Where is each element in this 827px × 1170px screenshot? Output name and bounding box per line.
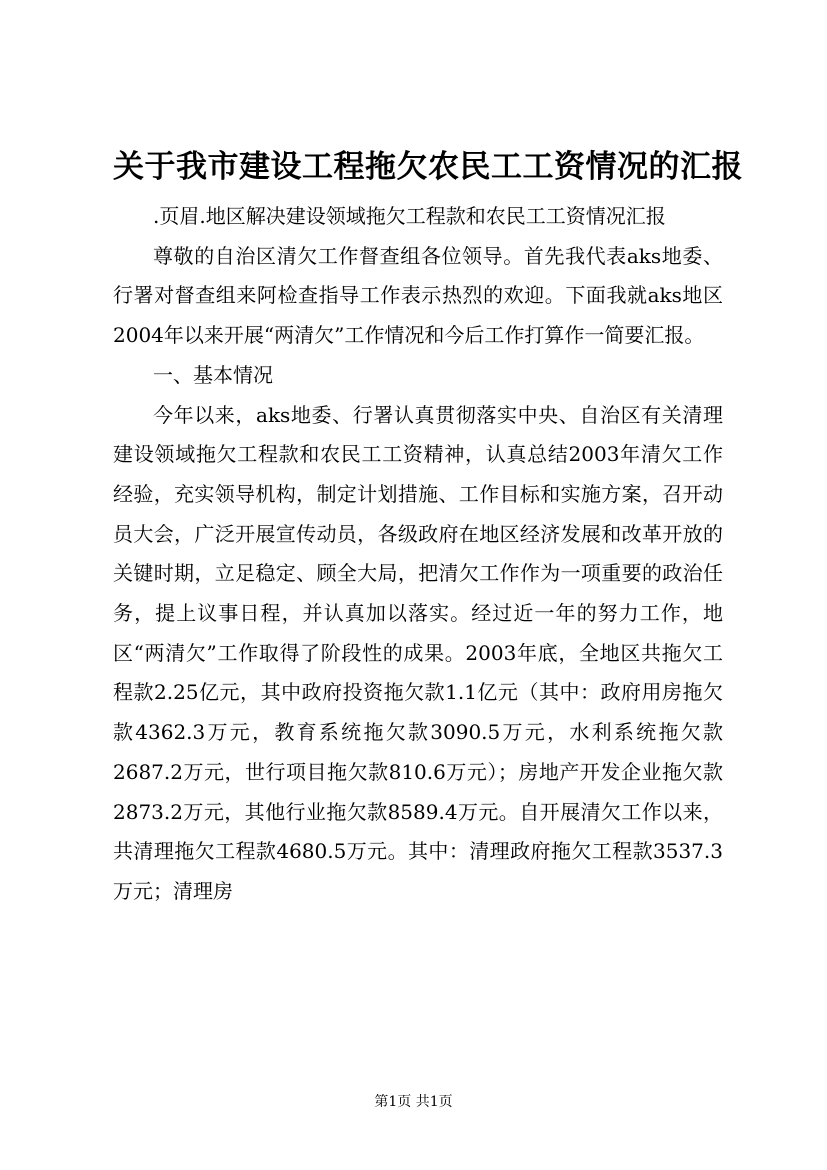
page-footer: 第1页 共1页 [374,1094,453,1110]
section-heading: 一、基本情况 [153,362,273,387]
document-title: 关于我市建设工程拖欠农民工工资情况的汇报 [113,149,743,185]
intro-paragraph: 尊敬的自治区清欠工作督查组各位领导。首先我代表aks地委、行署对督查组来阿检查指导工作表示热烈的欢迎。下面我就aks地区2004年以来开展“两清欠”工作情况和今后工作打算作一简要汇报。 [113,243,723,348]
subtitle-paragraph: .页眉.地区解决建设领域拖欠工程款和农民工工资情况汇报 [153,204,666,228]
basic-situation-paragraph: 今年以来，aks地委、行署认真贯彻落实中央、自治区有关清理建设领域拖欠工程款和农民工工资精神，认真总结2003年清欠工作经验，充实领导机构，制定计划措施、工作目标和实施方案，召开动员大会，广泛开展宣传动员，各级政府在地区经济发展和改革开放的关键时期，立足稳定、顾全大局，把清欠工作作为一项重要的政治任务，提上议事日程，并认真加以落实。经过近一年的努力工作，地区“两清欠”工作取得了阶段性的成果。2003年底，全地区共拖欠工程款2.25亿元，其中政府投资拖欠款1.1亿元（其中：政府用房拖欠款4362.3万元，教育系统拖欠款3090.5万元，水利系统拖欠款2687.2万元，世行项目拖欠款810.6万元）；房地产开发企业拖欠款2873.2万元，其他行业拖欠款8589.4万元。自开展清欠工作以来，共清理拖欠工程款4680.5万元。其中：清理政府拖欠工程款3537.3万元；清理房 [113,402,723,903]
document-body [113,197,723,912]
